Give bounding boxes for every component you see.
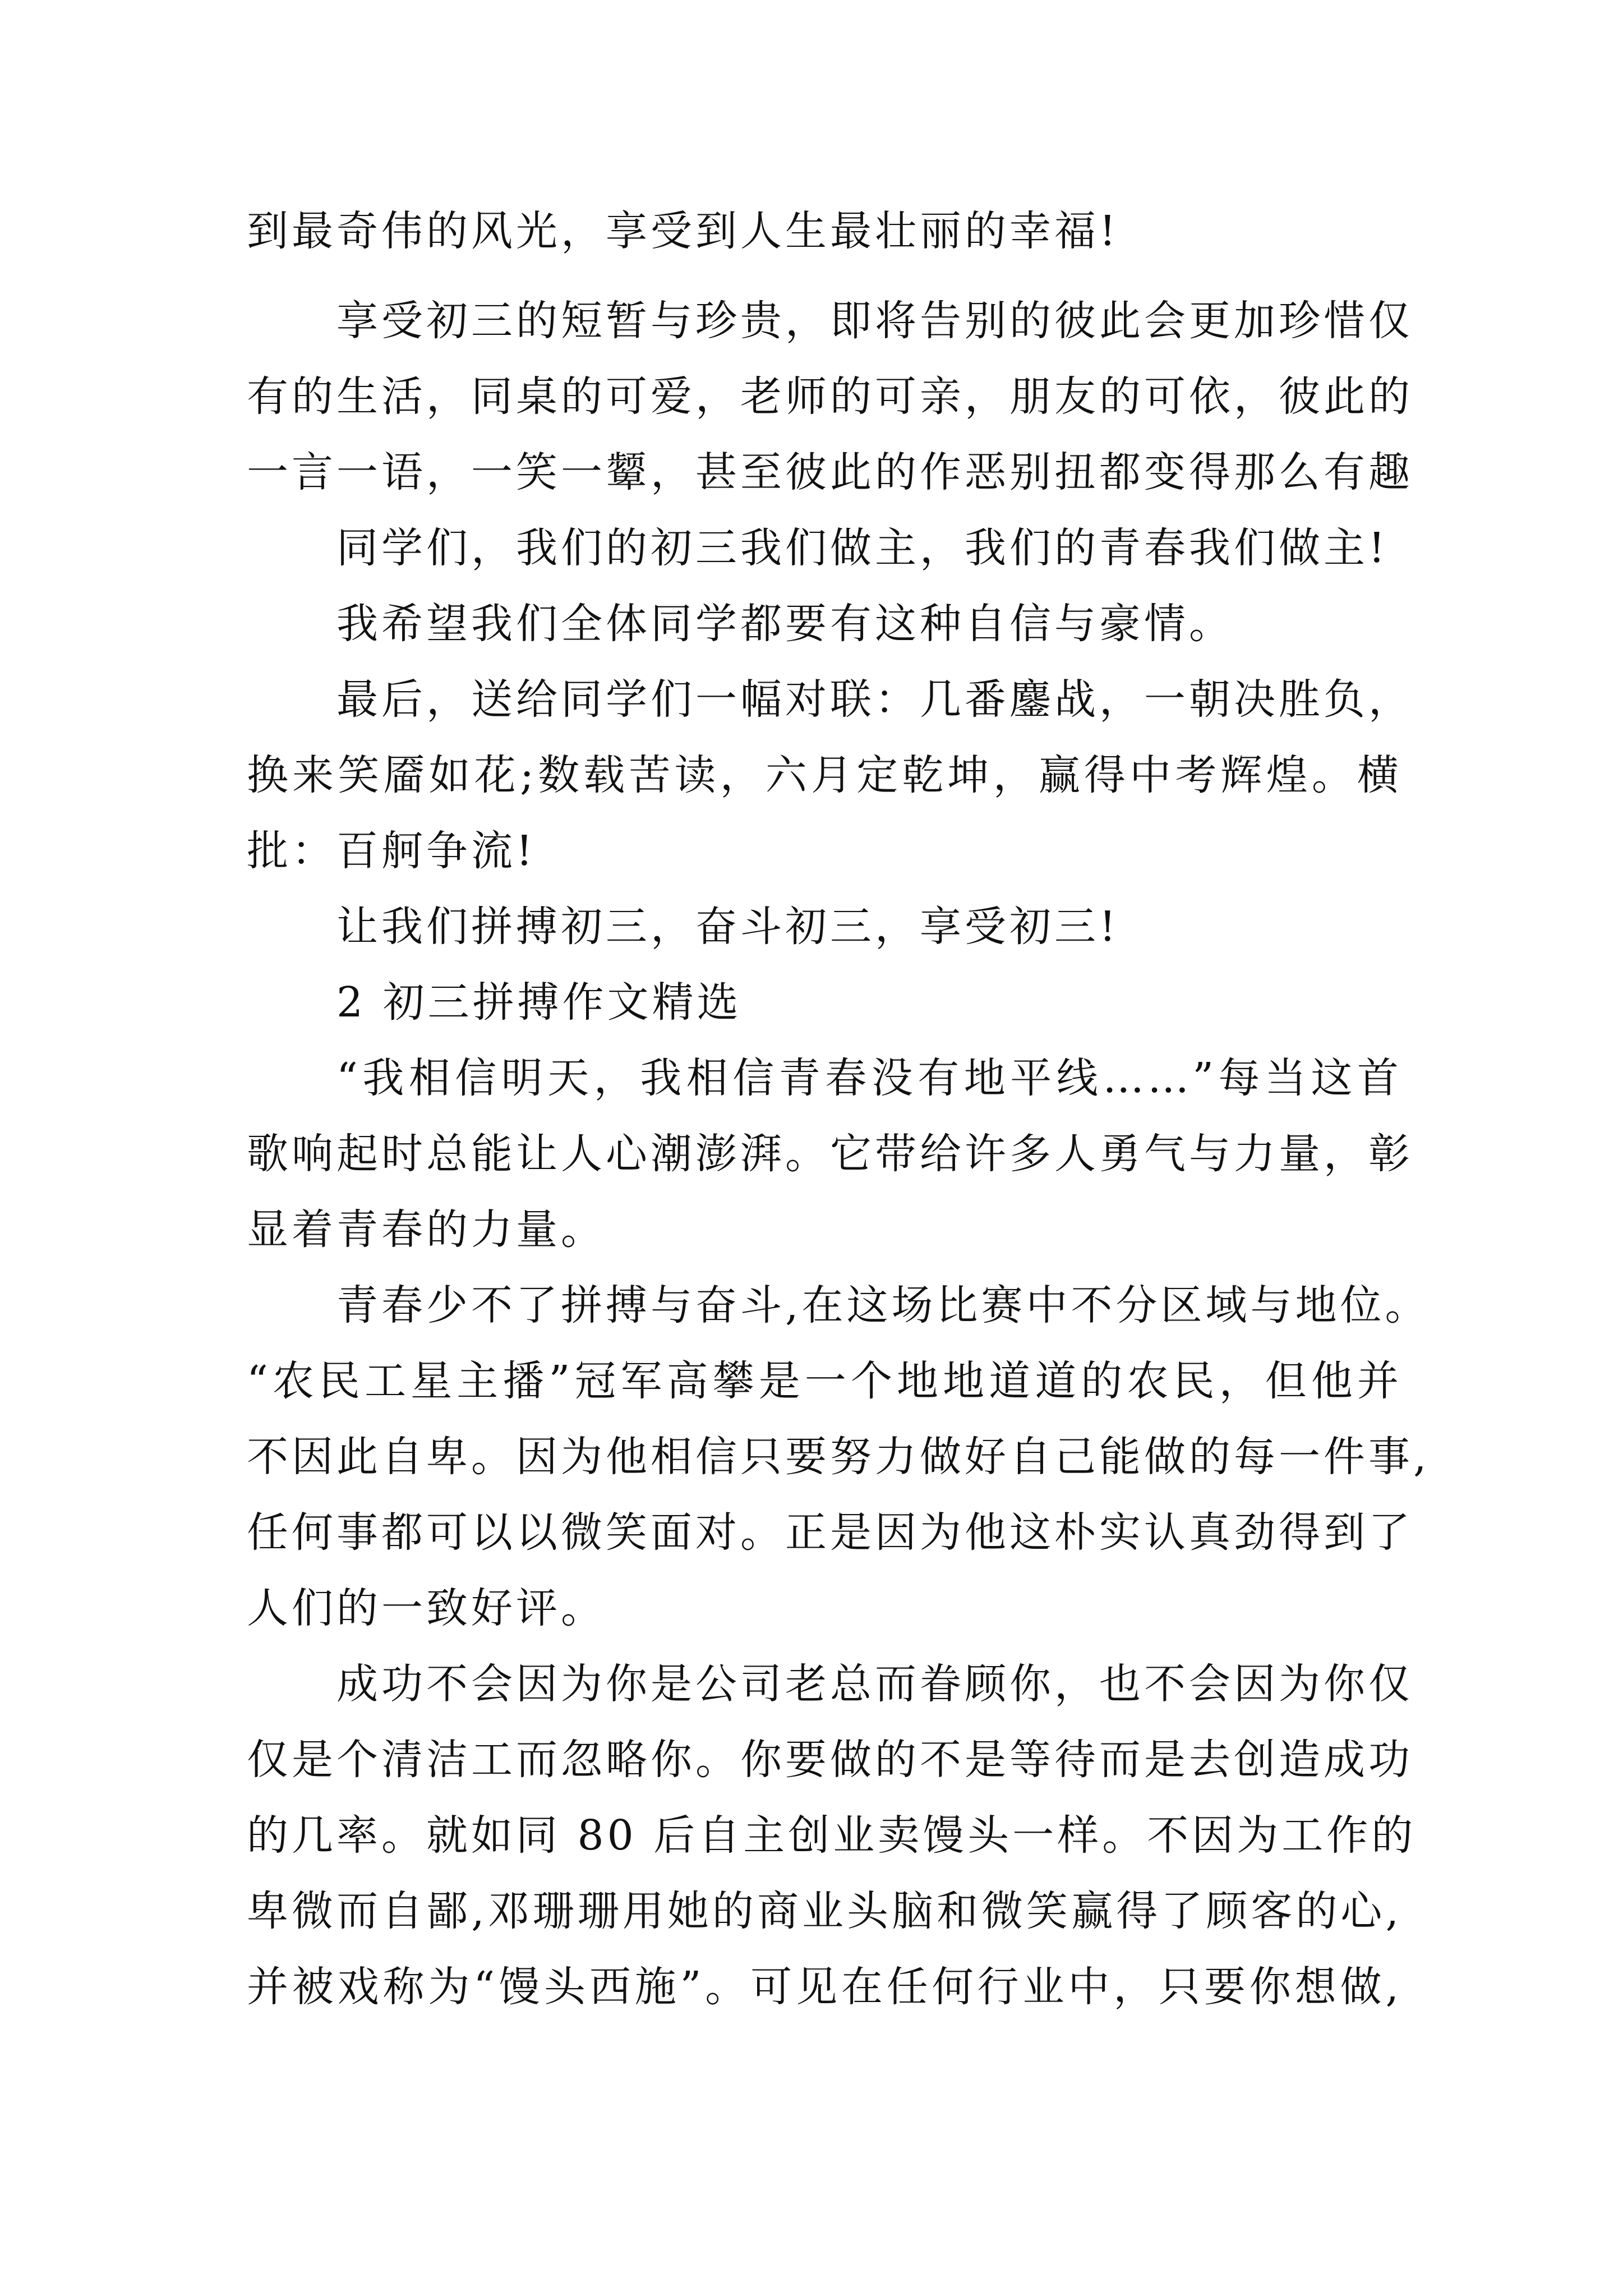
text-line-8: 换来笑靥如花;数载苦读，六月定乾坤，赢得中考辉煌。横 [247,751,1402,799]
text-line-13: 歌响起时总能让人心潮澎湃。它带给许多人勇气与力量，彰 [247,1130,1413,1178]
text-line-12: “我相信明天，我相信青春没有地平线……”每当这首 [336,1054,1402,1102]
text-line-1: 到最奇伟的风光，享受到人生最壮丽的幸福! [247,207,1119,255]
text-line-15: 青春少不了拼搏与奋斗,在这场比赛中不分区域与地位。 [336,1281,1430,1329]
text-line-22: 的几率。就如同 80 后自主创业卖馒头一样。不因为工作的 [247,1811,1417,1860]
text-line-16: “农民工星主播”冠军高攀是一个地地道道的农民，但他并 [247,1357,1402,1405]
text-line-21: 仅是个清洁工而忽略你。你要做的不是等待而是去创造成功 [247,1736,1413,1784]
text-line-9: 批：百舸争流! [247,827,536,875]
text-line-4: 一言一语，一笑一颦，甚至彼此的作恶别扭都变得那么有趣 [247,448,1413,496]
text-line-24: 并被戏称为“馒头西施”。可见在任何行业中，只要你想做, [247,1963,1402,2011]
text-line-5: 同学们，我们的初三我们做主，我们的青春我们做主! [336,524,1389,572]
text-line-6: 我希望我们全体同学都要有这种自信与豪情。 [336,600,1234,648]
text-line-18: 任何事都可以以微笑面对。正是因为他这朴实认真劲得到了 [247,1508,1413,1557]
text-line-19: 人们的一致好评。 [247,1584,606,1632]
text-line-17: 不因此自卑。因为他相信只要努力做好自己能做的每一件事, [247,1433,1430,1481]
text-line-3: 有的生活，同桌的可爱，老师的可亲，朋友的可依，彼此的 [247,372,1413,421]
text-line-2: 享受初三的短暂与珍贵，即将告别的彼此会更加珍惜仅 [336,297,1413,345]
text-line-20: 成功不会因为你是公司老总而眷顾你，也不会因为你仅 [336,1660,1413,1708]
text-line-10: 让我们拼搏初三，奋斗初三，享受初三! [336,903,1119,951]
text-line-14: 显着青春的力量。 [247,1205,606,1254]
text-line-7: 最后，送给同学们一幅对联：几番鏖战，一朝决胜负， [336,675,1413,724]
text-line-23: 卑微而自鄙,邓珊珊用她的商业头脑和微笑赢得了顾客的心, [247,1887,1402,1935]
section-heading: 2 初三拼搏作文精选 [336,978,742,1027]
